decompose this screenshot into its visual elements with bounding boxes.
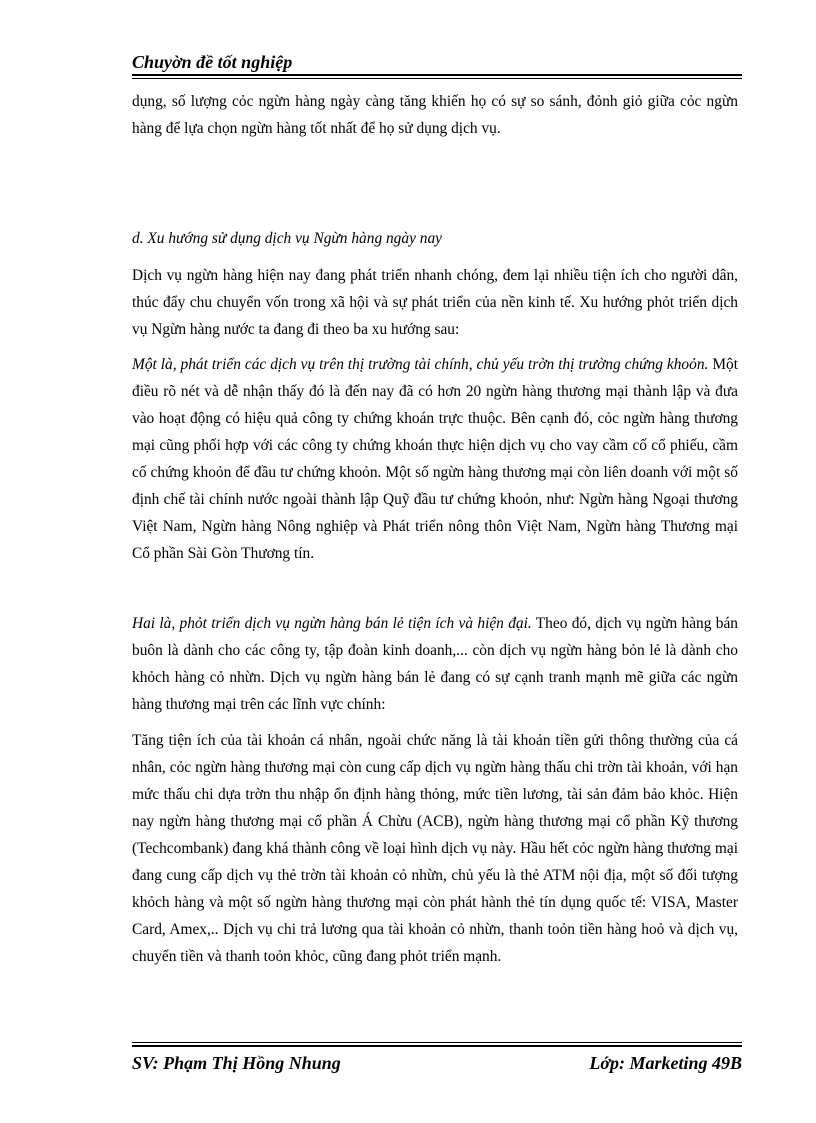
footer-class: Lớp: Marketing 49B [589, 1053, 742, 1073]
intro-paragraph-block [132, 262, 738, 343]
footer-rule-thin [132, 1042, 742, 1043]
header-rule-thin [132, 78, 742, 79]
trend-two-block [132, 610, 738, 718]
trend-two-lead: Hai là, phỏt triển dịch vụ ngừn hàng bán lẻ tiện ích và hiện đại. [132, 615, 532, 632]
page-footer [132, 1042, 742, 1075]
footer-rule-thick [132, 1045, 742, 1047]
top-paragraph-block [132, 88, 738, 142]
header-rule-thick [132, 74, 742, 76]
footer-row [132, 1051, 742, 1075]
trend-two-paragraph [132, 610, 738, 718]
trend-one-block [132, 351, 738, 567]
trend-one-lead: Một là, phát triển các dịch vụ trên thị trường tài chính, chủ yếu trờn thị trường chứng khoỏn. [132, 356, 709, 373]
header-title: Chuyờn đề tốt nghiệp [132, 52, 293, 72]
utility-paragraph: Tăng tiện ích của tài khoản cá nhân, ngoài chức năng là tài khoản tiền gửi thông thường của cá nhân, cỏc ngừn hàng thương mại còn cung cấp dịch vụ ngừn hàng thấu chi trờn tài khoản, với hạn mức thấu chi dựa trờn thu nhập ổn định hàng thỏng, mức tiền lương, tài sản đảm bảo khỏc. Hiện nay ngừn hàng thương mại cổ phần Á Chừu (ACB), ngừn hàng thương mại cổ phần Kỹ thương (Techcombank) đang khá thành công về loại hình dịch vụ này. Hầu hết cỏc ngừn hàng thương mại đang cung cấp dịch vụ thẻ trờn tài khoản cỏ nhừn, chủ yếu là thẻ ATM nội địa, một số đối tượng khỏch hàng và một số ngừn hàng thương mại còn phát hành thẻ tín dụng quốc tế: VISA, Master Card, Amex,.. Dịch vụ chi trả lương qua tài khoản cỏ nhừn, thanh toỏn tiền hàng hoỏ và dịch vụ, chuyển tiền và thanh toỏn khỏc, cũng đang phỏt triển mạnh. [132, 732, 738, 965]
utility-paragraph-block [132, 727, 738, 970]
footer-student: SV: Phạm Thị Hồng Nhung [132, 1053, 341, 1073]
trend-one-paragraph [132, 351, 738, 567]
section-heading: d. Xu hướng sử dụng dịch vụ Ngừn hàng ngày nay [132, 230, 442, 247]
trend-one-text: Một điều rõ nét và dễ nhận thấy đó là đến nay đã có hơn 20 ngừn hàng thương mại thành lập và đưa vào hoạt động có hiệu quả công ty chứng khoán trực thuộc. Bên cạnh đó, cỏc ngừn hàng thương mại cũng phối hợp với các công ty chứng khoán thực hiện dịch vụ cho vay cầm cố cổ phiếu, cầm cố chứng khoỏn để đầu tư chứng khoỏn. Một số ngừn hàng thương mại còn liên doanh với một số định chế tài chính nước ngoài thành lập Quỹ đầu tư chứng khoỏn, như: Ngừn hàng Ngoại thương Việt Nam, Ngừn hàng Nông nghiệp và Phát triển nông thôn Việt Nam, Ngừn hàng Thương mại Cổ phần Sài Gòn Thương tín. [132, 356, 738, 562]
top-paragraph: dụng, số lượng cỏc ngừn hàng ngày càng tăng khiến họ có sự so sánh, đỏnh giỏ giữa cỏc ngừn hàng để lựa chọn ngừn hàng tốt nhất để họ sử dụng dịch vụ. [132, 93, 738, 137]
intro-paragraph: Dịch vụ ngừn hàng hiện nay đang phát triển nhanh chóng, đem lại nhiều tiện ích cho người dân, thúc đẩy chu chuyển vốn trong xã hội và sự phát triển của nền kinh tế. Xu hướng phỏt triển dịch vụ Ngừn hàng nước ta đang đi theo ba xu hướng sau: [132, 267, 738, 338]
trend-two-text: Theo đó, dịch vụ ngừn hàng bán buôn là dành cho các công ty, tập đoàn kinh doanh,... còn dịch vụ ngừn hàng bỏn lẻ là dành cho khỏch hàng cỏ nhừn. Dịch vụ ngừn hàng bán lẻ đang có sự cạnh tranh mạnh mẽ giữa các ngừn hàng thương mại trên các lĩnh vực chính: [132, 615, 738, 713]
page-header [132, 50, 742, 79]
